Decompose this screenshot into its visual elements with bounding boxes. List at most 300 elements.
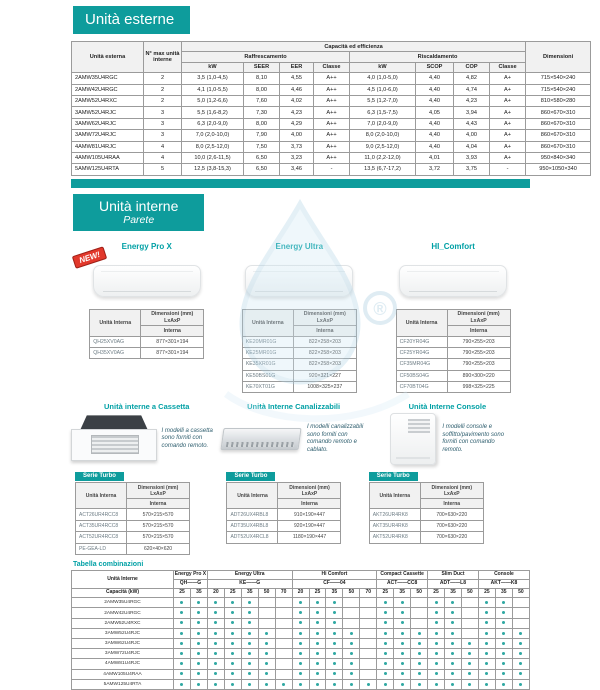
- compatibility-dot: [316, 683, 319, 686]
- cell: 6,50: [244, 152, 280, 163]
- combo-compat-cell: [309, 679, 326, 689]
- mini-table-body: [396, 336, 510, 393]
- combo-compat-cell: [495, 669, 512, 679]
- cell: 3,94: [454, 107, 490, 118]
- compatibility-dot: [214, 662, 217, 665]
- cell: 4,82: [454, 73, 490, 84]
- console-unit-image: [390, 413, 436, 465]
- wall-unit-image: [93, 265, 201, 297]
- combo-capacity: 50: [343, 589, 360, 598]
- compatibility-dot: [401, 662, 404, 665]
- combo-compat-cell: [411, 608, 428, 618]
- compatibility-dot: [502, 652, 505, 655]
- compatibility-dot: [265, 632, 268, 635]
- section-note: I modelli console e soffitto/pavimento sono forniti con comando remoto.: [442, 423, 505, 454]
- combo-compat-cell: [478, 618, 495, 628]
- combo-compat-cell: [224, 649, 241, 659]
- dimensions-cell: 920×321×227: [293, 370, 356, 381]
- cell: 2: [144, 84, 182, 95]
- outdoor-table-row: [72, 73, 591, 84]
- combo-compat-cell: [258, 639, 275, 649]
- cell: 860×670×310: [526, 130, 591, 141]
- cell: A++: [314, 96, 350, 107]
- mini-col-dimensions: Dimensioni (mm) LxAxP: [278, 483, 341, 499]
- compatibility-dot: [265, 642, 268, 645]
- compatibility-dot: [468, 642, 471, 645]
- combo-compat-cell: [174, 659, 191, 669]
- combo-compat-cell: [394, 598, 411, 608]
- combo-compat-cell: [411, 639, 428, 649]
- watermark-r: ®: [373, 299, 387, 319]
- combo-row: [72, 598, 530, 608]
- cell: 7,0 (2,0-9,0): [350, 118, 416, 129]
- indoor-model-row: [76, 509, 190, 520]
- compatibility-dot: [265, 683, 268, 686]
- combo-row: [72, 628, 530, 638]
- dimensions-cell: 822×258×203: [293, 359, 356, 370]
- combo-compat-cell: [207, 598, 224, 608]
- combo-capacity: 50: [258, 589, 275, 598]
- cell: 4,1 (1,0-5,5): [182, 84, 244, 95]
- compatibility-dot: [418, 652, 421, 655]
- cell: 7,90: [244, 130, 280, 141]
- compatibility-dot: [180, 672, 183, 675]
- combo-compat-cell: [428, 608, 445, 618]
- dimensions-cell: 998×325×225: [447, 382, 510, 393]
- compatibility-dot: [519, 632, 522, 635]
- dimensions-cell: 1180×190×447: [278, 532, 341, 543]
- mini-col-interna: Interna: [278, 499, 341, 509]
- col-header-heating-kw: kW: [350, 62, 416, 72]
- combo-compat-cell: [309, 669, 326, 679]
- compatibility-dot: [248, 601, 251, 604]
- combo-compat-cell: [275, 639, 292, 649]
- cell: 4,40: [416, 118, 454, 129]
- image-note-row: [365, 414, 530, 464]
- energy-ultra-table: [242, 309, 357, 394]
- compatibility-dot: [519, 672, 522, 675]
- combo-compat-cell: [495, 608, 512, 618]
- compatibility-dot: [180, 652, 183, 655]
- section-title: Unità Interne Canalizzabili: [247, 402, 341, 412]
- compatibility-dot: [502, 611, 505, 614]
- cell: 4,05: [416, 107, 454, 118]
- cell: 6,3 (1,5-7,5): [350, 107, 416, 118]
- combo-group-code: QH——G: [174, 580, 208, 589]
- combo-compat-cell: [326, 679, 343, 689]
- compatibility-dot: [180, 662, 183, 665]
- indoor-model-row: [76, 543, 190, 554]
- cell: 3,93: [454, 152, 490, 163]
- combo-capacity: 25: [428, 589, 445, 598]
- combo-model-cell: 3AMW72U4RJC: [72, 649, 174, 659]
- compatibility-dot: [384, 632, 387, 635]
- compatibility-dot: [418, 642, 421, 645]
- compatibility-dot: [231, 611, 234, 614]
- combo-capacity: 35: [445, 589, 462, 598]
- combo-compat-cell: [174, 598, 191, 608]
- combo-compat-cell: [360, 649, 377, 659]
- mini-col-unit: Unità Interna: [396, 309, 447, 336]
- mini-col-dimensions: Dimensioni (mm) LxAxP: [127, 483, 190, 499]
- cell: 4,43: [454, 118, 490, 129]
- combo-compat-cell: [258, 618, 275, 628]
- indoor-model-row: [369, 520, 483, 531]
- compatibility-dot: [418, 672, 421, 675]
- compatibility-dot: [180, 611, 183, 614]
- combo-compat-cell: [377, 639, 394, 649]
- combo-compat-cell: [207, 659, 224, 669]
- combo-compat-cell: [174, 649, 191, 659]
- combo-compat-cell: [478, 628, 495, 638]
- mini-col-dimensions: Dimensioni (mm) LxAxP: [293, 309, 356, 325]
- combo-capacity: 35: [190, 589, 207, 598]
- col-header-dimensions: Dimensioni: [526, 42, 591, 73]
- combo-compat-cell: [190, 628, 207, 638]
- compatibility-dot: [384, 621, 387, 624]
- compatibility-dot: [333, 662, 336, 665]
- cell: 8,00: [244, 84, 280, 95]
- indoor-units-title: Unità interne: [99, 197, 179, 214]
- compatibility-dot: [214, 642, 217, 645]
- combo-compat-cell: [428, 669, 445, 679]
- compatibility-dot: [451, 601, 454, 604]
- combo-compat-cell: [258, 679, 275, 689]
- combo-capacity: 25: [377, 589, 394, 598]
- compatibility-dot: [384, 642, 387, 645]
- compatibility-dot: [350, 672, 353, 675]
- model-cell: CF50BS04G: [396, 370, 447, 381]
- compatibility-dot: [248, 683, 251, 686]
- compatibility-dot: [401, 621, 404, 624]
- compatibility-dot: [384, 611, 387, 614]
- compatibility-dot: [435, 662, 438, 665]
- cell: 8,0 (2,0-10,0): [350, 130, 416, 141]
- serie-turbo-badge: Serie Turbo: [369, 472, 418, 482]
- combo-capacity: 25: [478, 589, 495, 598]
- cassette-grille: [91, 435, 139, 454]
- combo-compat-cell: [190, 598, 207, 608]
- cell: 3: [144, 107, 182, 118]
- compatibility-dot: [214, 601, 217, 604]
- cell: -: [490, 164, 526, 175]
- combo-compat-cell: [445, 659, 462, 669]
- compatibility-dot: [468, 683, 471, 686]
- compatibility-dot: [435, 652, 438, 655]
- compatibility-dot: [248, 632, 251, 635]
- compatibility-dot: [316, 672, 319, 675]
- compatibility-dot: [316, 652, 319, 655]
- combo-compat-cell: [428, 618, 445, 628]
- combo-compat-cell: [445, 598, 462, 608]
- combo-compat-cell: [343, 669, 360, 679]
- combo-compat-cell: [275, 598, 292, 608]
- combo-compat-cell: [190, 649, 207, 659]
- compatibility-dot: [435, 611, 438, 614]
- indoor-model-row: [396, 347, 510, 358]
- compatibility-dot: [316, 662, 319, 665]
- outdoor-table-row: [72, 164, 591, 175]
- product-title: Energy Pro X: [121, 241, 172, 251]
- mini-col-interna: Interna: [447, 326, 510, 336]
- combo-col-capacity: Capacità (kW): [72, 589, 174, 598]
- mini-table-body: [242, 336, 356, 393]
- cell: 6,3 (2,0-9,0): [182, 118, 244, 129]
- cell: 2AMW52U4RXC: [72, 96, 144, 107]
- cell: 9,0 (2,5-12,0): [350, 141, 416, 152]
- compatibility-dot: [316, 621, 319, 624]
- compatibility-dot: [214, 632, 217, 635]
- combo-compat-cell: [343, 679, 360, 689]
- model-cell: KE35XR01G: [242, 359, 293, 370]
- cell: A+: [490, 107, 526, 118]
- combo-compat-cell: [461, 628, 478, 638]
- indoor-model-row: [396, 382, 510, 393]
- indoor-model-row: [90, 336, 204, 347]
- combo-compat-cell: [241, 649, 258, 659]
- combo-group-name: Energy Ultra: [207, 570, 292, 579]
- combo-compat-cell: [512, 608, 529, 618]
- compatibility-dot: [282, 683, 285, 686]
- combo-compat-cell: [258, 649, 275, 659]
- combo-capacity: 20: [207, 589, 224, 598]
- model-cell: CF70BT04G: [396, 382, 447, 393]
- combo-compat-cell: [377, 598, 394, 608]
- model-cell: CF25YR04G: [396, 347, 447, 358]
- dimensions-cell: 910×190×447: [278, 509, 341, 520]
- model-cell: CF35MR04G: [396, 359, 447, 370]
- cell: 4,29: [280, 118, 314, 129]
- cell: 8,00: [244, 118, 280, 129]
- combo-compat-cell: [478, 679, 495, 689]
- col-header-seer: SEER: [244, 62, 280, 72]
- compatibility-dot: [333, 601, 336, 604]
- cell: 860×670×310: [526, 107, 591, 118]
- combo-compat-cell: [411, 669, 428, 679]
- cell: 4,01: [416, 152, 454, 163]
- compatibility-dot: [485, 683, 488, 686]
- combo-compat-cell: [360, 669, 377, 679]
- combo-compat-cell: [275, 649, 292, 659]
- compatibility-dot: [485, 662, 488, 665]
- combo-compat-cell: [445, 628, 462, 638]
- mini-table-body: [90, 336, 204, 359]
- combo-compat-cell: [394, 608, 411, 618]
- indoor-model-row: [90, 347, 204, 358]
- mini-col-unit: Unità Interna: [242, 309, 293, 336]
- compatibility-dot: [231, 652, 234, 655]
- mini-col-dimensions: Dimensioni (mm) LxAxP: [447, 309, 510, 325]
- cell: 4,46: [280, 84, 314, 95]
- indoor-model-row: [242, 370, 356, 381]
- compatibility-dot: [231, 642, 234, 645]
- col-header-cop: COP: [454, 62, 490, 72]
- combo-compat-cell: [224, 679, 241, 689]
- combo-compat-cell: [309, 659, 326, 669]
- combo-compat-cell: [174, 628, 191, 638]
- combo-compat-cell: [360, 608, 377, 618]
- compatibility-dot: [214, 611, 217, 614]
- combo-compat-cell: [292, 639, 309, 649]
- console-table: [369, 482, 484, 543]
- compatibility-dot: [214, 672, 217, 675]
- compatibility-dot: [197, 672, 200, 675]
- cell: 4,40: [416, 141, 454, 152]
- combo-compat-cell: [224, 639, 241, 649]
- compatibility-dot: [299, 601, 302, 604]
- combo-capacity: 70: [275, 589, 292, 598]
- combo-compat-cell: [326, 669, 343, 679]
- cell: 3,73: [280, 141, 314, 152]
- combo-compat-cell: [461, 659, 478, 669]
- cell: 3AMW72U4RJC: [72, 130, 144, 141]
- combo-compat-cell: [495, 679, 512, 689]
- combo-compat-cell: [495, 598, 512, 608]
- combo-compat-cell: [428, 598, 445, 608]
- outdoor-table-row: [72, 130, 591, 141]
- combo-model-cell: 2AMW42U4RGC: [72, 608, 174, 618]
- combo-compat-cell: [275, 628, 292, 638]
- combo-compat-cell: [461, 618, 478, 628]
- cell: A++: [314, 141, 350, 152]
- cassette-unit-image: [71, 415, 156, 463]
- combo-row: [72, 618, 530, 628]
- compatibility-dot: [451, 611, 454, 614]
- cell: 11,0 (2,2-12,0): [350, 152, 416, 163]
- dimensions-cell: 890×300×220: [447, 370, 510, 381]
- combo-compat-cell: [411, 618, 428, 628]
- compatibility-dot: [485, 642, 488, 645]
- combo-group-name: Hi Comfort: [292, 570, 377, 579]
- combo-compat-cell: [343, 618, 360, 628]
- model-cell: CF20YR04G: [396, 336, 447, 347]
- indoor-model-row: [396, 359, 510, 370]
- combo-capacity: 35: [326, 589, 343, 598]
- cell: 4,40: [416, 84, 454, 95]
- combo-compat-cell: [224, 659, 241, 669]
- compatibility-dot: [197, 683, 200, 686]
- combo-group-code: AKT——K8: [478, 580, 529, 589]
- compatibility-dot: [401, 611, 404, 614]
- combo-compat-cell: [241, 598, 258, 608]
- combo-compat-cell: [275, 618, 292, 628]
- combo-compat-cell: [428, 639, 445, 649]
- cell: 4,40: [416, 130, 454, 141]
- serie-turbo-badge: Serie Turbo: [226, 472, 275, 482]
- model-cell: KE70XT01G: [242, 382, 293, 393]
- compatibility-dot: [299, 632, 302, 635]
- compatibility-dot: [214, 621, 217, 624]
- outdoor-table-row: [72, 152, 591, 163]
- dimensions-cell: 877×301×194: [141, 336, 204, 347]
- combo-compat-cell: [512, 669, 529, 679]
- compatibility-dot: [435, 632, 438, 635]
- combo-compat-cell: [224, 669, 241, 679]
- combo-compat-cell: [292, 659, 309, 669]
- combo-compat-cell: [394, 679, 411, 689]
- combo-compat-cell: [258, 669, 275, 679]
- model-cell: ADT35UX4RBL8: [227, 520, 278, 531]
- combo-group-code: ADT——L8: [428, 580, 479, 589]
- cell: 860×670×310: [526, 141, 591, 152]
- indoor-model-row: [242, 336, 356, 347]
- combo-compat-cell: [461, 669, 478, 679]
- compatibility-dot: [180, 642, 183, 645]
- combo-compat-cell: [360, 659, 377, 669]
- compatibility-dot: [502, 683, 505, 686]
- cell: 3,72: [416, 164, 454, 175]
- combo-compat-cell: [461, 598, 478, 608]
- indoor-units-title-box: [73, 194, 204, 231]
- compatibility-dot: [248, 621, 251, 624]
- combo-compat-cell: [343, 608, 360, 618]
- cell: A+: [490, 118, 526, 129]
- dimensions-cell: 700×630×220: [420, 509, 483, 520]
- compatibility-dot: [299, 652, 302, 655]
- cell: 3,5 (1,0-4,5): [182, 73, 244, 84]
- combo-compat-cell: [190, 669, 207, 679]
- energy-pro-x-table: [89, 309, 204, 359]
- combo-compat-cell: [326, 598, 343, 608]
- cassetta-table: [75, 482, 190, 555]
- combo-capacity: 70: [360, 589, 377, 598]
- compatibility-dot: [451, 662, 454, 665]
- cell: 5,0 (1,2-6,6): [182, 96, 244, 107]
- compatibility-dot: [502, 621, 505, 624]
- combo-compat-cell: [258, 659, 275, 669]
- outdoor-table-row: [72, 141, 591, 152]
- indoor-model-row: [76, 532, 190, 543]
- combo-model-cell: 2AMW52U4RXC: [72, 618, 174, 628]
- compatibility-dot: [265, 652, 268, 655]
- cell: 4,55: [280, 73, 314, 84]
- compatibility-dot: [248, 642, 251, 645]
- combo-compat-cell: [309, 639, 326, 649]
- compatibility-dot: [197, 601, 200, 604]
- compatibility-dot: [519, 662, 522, 665]
- model-cell: KE50BS01G: [242, 370, 293, 381]
- combo-capacity: 35: [394, 589, 411, 598]
- duct-unit-image: [221, 428, 303, 450]
- combo-compat-cell: [411, 679, 428, 689]
- combo-compat-cell: [241, 679, 258, 689]
- combo-compat-cell: [495, 659, 512, 669]
- cell: 4: [144, 141, 182, 152]
- cell: 4,74: [454, 84, 490, 95]
- cell: 5,5 (1,6-8,2): [182, 107, 244, 118]
- compatibility-dot: [214, 652, 217, 655]
- combo-compat-cell: [326, 639, 343, 649]
- indoor-model-row: [242, 382, 356, 393]
- serie-turbo-badge: Serie Turbo: [75, 472, 124, 482]
- compatibility-dot: [265, 672, 268, 675]
- combo-compat-cell: [174, 608, 191, 618]
- compatibility-dot: [231, 683, 234, 686]
- combo-compat-cell: [224, 598, 241, 608]
- cell: 12,5 (3,8-15,3): [182, 164, 244, 175]
- cell: 4AMW81U4RJC: [72, 141, 144, 152]
- compatibility-dot: [384, 672, 387, 675]
- compatibility-dot: [401, 632, 404, 635]
- combo-row: [72, 639, 530, 649]
- section-hi-comfort: [376, 239, 530, 394]
- combo-compat-cell: [241, 659, 258, 669]
- section-energy-ultra: [222, 239, 376, 394]
- combo-compat-cell: [461, 639, 478, 649]
- compatibility-dot: [451, 632, 454, 635]
- compatibility-dot: [231, 601, 234, 604]
- combo-compat-cell: [224, 618, 241, 628]
